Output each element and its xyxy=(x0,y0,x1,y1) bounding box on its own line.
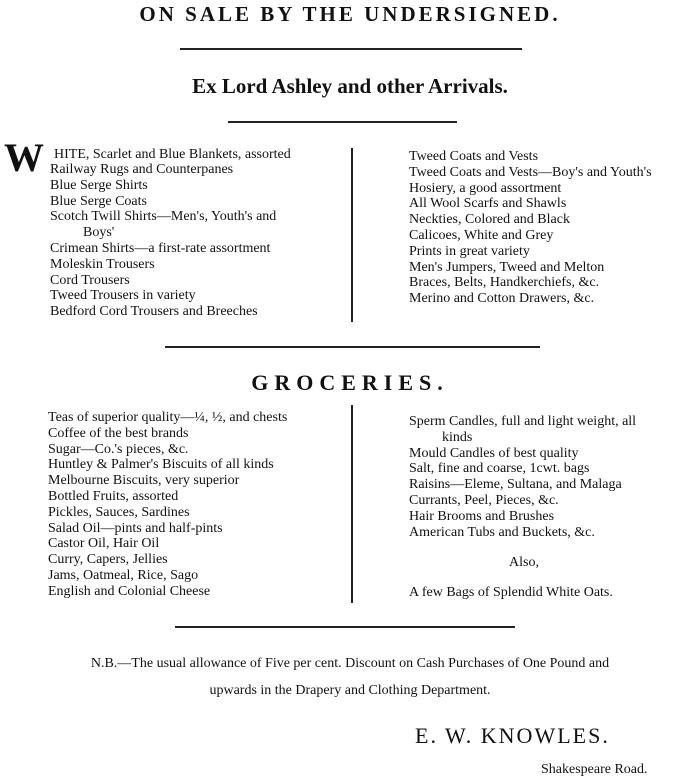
divider-rule-top xyxy=(180,48,522,50)
list-item: Currants, Peel, Pieces, &c. xyxy=(409,492,559,508)
also-label: Also, xyxy=(509,555,539,570)
list-item: Neckties, Colored and Black xyxy=(409,212,570,228)
list-item: Curry, Capers, Jellies xyxy=(48,552,168,568)
list-item: Hair Brooms and Brushes xyxy=(409,508,555,524)
list-item: English and Colonial Cheese xyxy=(48,583,211,599)
list-item: Sperm Candles, full and light weight, all xyxy=(409,414,637,429)
divider-rule-mid xyxy=(165,346,540,348)
list-item: Hosiery, a good assortment xyxy=(409,180,562,196)
list-item: Calicoes, White and Grey xyxy=(409,227,554,243)
list-item: Salad Oil—pints and half-pints xyxy=(48,520,223,536)
subheadline: Ex Lord Ashley and other Arrivals. xyxy=(192,74,508,98)
list-item: Moleskin Trousers xyxy=(50,256,155,272)
groceries-left-column xyxy=(48,410,287,600)
merchant-address: Shakespeare Road. xyxy=(541,762,648,777)
list-item: kinds xyxy=(442,429,473,445)
column-divider-groceries xyxy=(351,405,353,603)
list-item: Sugar—Co.'s pieces, &c. xyxy=(48,441,189,457)
list-item: All Wool Scarfs and Shawls xyxy=(409,196,567,212)
note-line-2: upwards in the Drapery and Clothing Department. xyxy=(209,683,491,698)
list-item: Castor Oil, Hair Oil xyxy=(48,536,160,552)
note-line-1: N.B.—The usual allowance of Five per cent. Discount on Cash Purchases of One Pound and xyxy=(90,656,610,671)
merchant-name: E. W. KNOWLES. xyxy=(415,723,610,748)
list-item: Merino and Cotton Drawers, &c. xyxy=(409,291,595,307)
list-item: Blue Serge Shirts xyxy=(50,177,148,193)
divider-rule-sub xyxy=(228,121,457,123)
list-item: Melbourne Biscuits, very superior xyxy=(48,473,240,489)
column-divider-drapery xyxy=(351,148,353,322)
list-item: Blue Serge Coats xyxy=(50,193,147,209)
list-item: American Tubs and Buckets, &c. xyxy=(409,524,595,540)
oats-line: A few Bags of Splendid White Oats. xyxy=(409,585,613,600)
divider-rule-bottom xyxy=(175,626,515,628)
list-item: Tweed Trousers in variety xyxy=(50,288,196,304)
list-item: Teas of superior quality—¼, ½, and chests xyxy=(48,410,288,425)
list-item: Men's Jumpers, Tweed and Melton xyxy=(409,259,605,275)
list-item: Coffee of the best brands xyxy=(48,425,189,441)
list-item: Braces, Belts, Handkerchiefs, &c. xyxy=(409,275,600,291)
list-item: Scotch Twill Shirts—Men's, Youth's and xyxy=(50,209,277,225)
list-item: Cord Trousers xyxy=(50,272,130,288)
groceries-heading: GROCERIES. xyxy=(251,370,449,395)
list-item: Mould Candles of best quality xyxy=(409,445,579,461)
list-item: Tweed Coats and Vests—Boy's and Youth's xyxy=(409,164,652,180)
drapery-first-line: HITE, Scarlet and Blue Blankets, assorted xyxy=(54,147,291,162)
drop-cap: W xyxy=(4,135,44,180)
headline-title: ON SALE BY THE UNDERSIGNED. xyxy=(139,2,561,26)
list-item: Raisins—Eleme, Sultana, and Malaga xyxy=(409,477,622,493)
list-item: Bedford Cord Trousers and Breeches xyxy=(50,304,258,320)
list-item: Huntley & Palmer's Biscuits of all kinds xyxy=(48,457,274,473)
list-item: Tweed Coats and Vests xyxy=(409,149,539,164)
list-item: Boys' xyxy=(83,225,115,241)
drapery-right-column xyxy=(409,149,652,307)
list-item: Railway Rugs and Counterpanes xyxy=(50,162,234,177)
list-item: Bottled Fruits, assorted xyxy=(48,488,179,504)
list-item: Pickles, Sauces, Sardines xyxy=(48,504,190,520)
list-item: Jams, Oatmeal, Rice, Sago xyxy=(48,567,199,583)
list-item: Salt, fine and coarse, 1cwt. bags xyxy=(409,461,590,477)
list-item: Crimean Shirts—a first-rate assortment xyxy=(50,240,271,256)
list-item: Prints in great variety xyxy=(409,243,530,259)
drapery-left-column xyxy=(50,162,276,320)
groceries-right-column xyxy=(409,414,636,540)
